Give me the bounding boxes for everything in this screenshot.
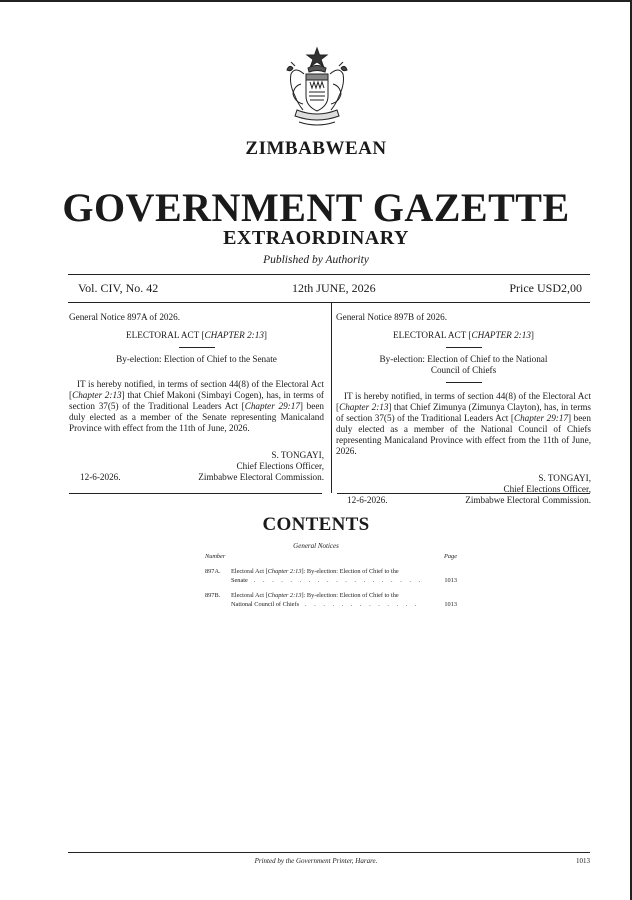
signature-row (336, 495, 591, 506)
notice-body-chapter: Chapter 29:17 (513, 413, 569, 423)
entry-chapter: Chapter 2:13 (267, 592, 302, 599)
page-number: 1013 (576, 857, 590, 865)
act-chapter: CHAPTER 2:13 (204, 330, 264, 340)
entry-title-text: Electoral Act [ (231, 592, 268, 599)
notice-subtitle-line: By-election: Election of Chief to the Senate (116, 354, 277, 364)
issue-price: Price USD2,00 (509, 281, 582, 295)
notice-date: 12-6-2026. (347, 495, 388, 505)
short-divider (446, 347, 482, 348)
signatory-org: Zimbabwe Electoral Commission. (198, 472, 324, 482)
notice-body (336, 391, 591, 457)
header-bottom-rule (68, 302, 590, 303)
notice-body-text: ] that Chief Zimunya (Zimunya Clayton), has, in terms of section 37(5) of the Traditional Leaders Act [ (336, 402, 591, 423)
coat-of-arms-icon (281, 44, 353, 130)
signatory-name: S. TONGAYI, (271, 450, 324, 460)
signature-row (69, 472, 324, 483)
contents-entry[interactable] (205, 567, 457, 585)
entry-page: 1013 (444, 601, 457, 608)
notice-subtitle (69, 354, 324, 365)
act-title-close: ] (263, 330, 267, 340)
notice-date: 12-6-2026. (80, 472, 121, 482)
notice-897b (336, 312, 591, 506)
printer-credit: Printed by the Government Printer, Harare. (254, 857, 378, 865)
signatory-name: S. TONGAYI, (538, 473, 591, 483)
entry-title-line2: Senate (231, 577, 248, 584)
act-title (336, 330, 591, 341)
notice-body-chapter: Chapter 29:17 (244, 401, 300, 411)
notice-897a (69, 312, 324, 483)
contents-section: General Notices (293, 542, 339, 550)
gazette-title: GOVERNMENT GAZETTE (62, 185, 570, 230)
notice-subtitle-line: Council of Chiefs (430, 365, 497, 375)
act-title (69, 330, 324, 341)
country-name: ZIMBABWEAN (245, 138, 387, 159)
contents-entry[interactable] (205, 591, 457, 609)
page-top-edge (0, 0, 632, 2)
entry-number: 897B. (205, 592, 221, 599)
notice-body-text: ] that Chief Makoni (Simbayi Cogen), has, in terms of section 37(5) of the Traditional Leaders Act [ (69, 390, 324, 411)
act-chapter: CHAPTER 2:13 (471, 330, 531, 340)
entry-leader-dots: . . . . . . . . . . . . . (305, 601, 420, 608)
notice-body-chapter: Chapter 2:13 (72, 390, 122, 400)
notice-body-chapter: Chapter 2:13 (339, 402, 389, 412)
signatory-role: Chief Elections Officer, (236, 461, 324, 471)
act-title-text: ELECTORAL ACT [ (393, 330, 472, 340)
contents-col-page: Page (444, 553, 457, 560)
notice-body-text: ] been duly elected as a member of the Senate representing Manicaland Province with effect from the 11th of June, 2026. (69, 401, 324, 433)
entry-page: 1013 (444, 577, 457, 584)
notice-body-text: ] been duly elected as a member of the National Council of Chiefs representing Manicaland Province with effect from the 11th of June, 2026. (336, 413, 591, 456)
entry-title (231, 591, 439, 609)
short-divider (446, 382, 482, 383)
notice-subtitle-line: By-election: Election of Chief to the National (379, 354, 548, 364)
contents-header (205, 552, 457, 561)
published-by: Published by Authority (263, 254, 369, 266)
entry-title-text: ]: By-election: Election of Chief to the (301, 568, 399, 575)
footer-rule (68, 852, 590, 853)
entry-number: 897A. (205, 568, 221, 575)
contents-col-number: Number (205, 553, 226, 560)
gazette-subtitle: EXTRAORDINARY (223, 227, 409, 249)
issue-date: 12th JUNE, 2026 (291, 281, 376, 295)
entry-title-text: ]: By-election: Election of Chief to the (301, 592, 399, 599)
right-column-end-rule (337, 493, 590, 494)
volume-number: Vol. CIV, No. 42 (78, 281, 159, 295)
entry-title-line2: National Council of Chiefs (231, 601, 300, 608)
notice-body-text: IT is hereby notified, in terms of section 44(8) of the Electoral Act [ (336, 391, 591, 412)
act-title-text: ELECTORAL ACT [ (126, 330, 205, 340)
issue-info-bar (78, 281, 582, 296)
header-top-rule (68, 274, 590, 275)
entry-title-text: Electoral Act [ (231, 568, 268, 575)
notice-heading: General Notice 897B of 2026. (336, 312, 447, 322)
notice-heading: General Notice 897A of 2026. (69, 312, 180, 322)
act-title-close: ] (530, 330, 534, 340)
entry-leader-dots: . . . . . . . . . . . . . . . . . . . (253, 577, 424, 584)
notice-body (69, 379, 324, 434)
signatory-role: Chief Elections Officer, (503, 484, 591, 494)
signatory-org: Zimbabwe Electoral Commission. (465, 495, 591, 505)
entry-title (231, 567, 439, 585)
contents-table (205, 552, 457, 609)
short-divider (179, 347, 215, 348)
notice-body-text: IT is hereby notified, in terms of section 44(8) of the Electoral Act [ (69, 379, 324, 400)
left-column-end-rule (69, 493, 322, 494)
contents-title: CONTENTS (262, 514, 370, 535)
column-divider (331, 303, 332, 493)
entry-chapter: Chapter 2:13 (267, 568, 302, 575)
notice-subtitle (336, 354, 591, 376)
